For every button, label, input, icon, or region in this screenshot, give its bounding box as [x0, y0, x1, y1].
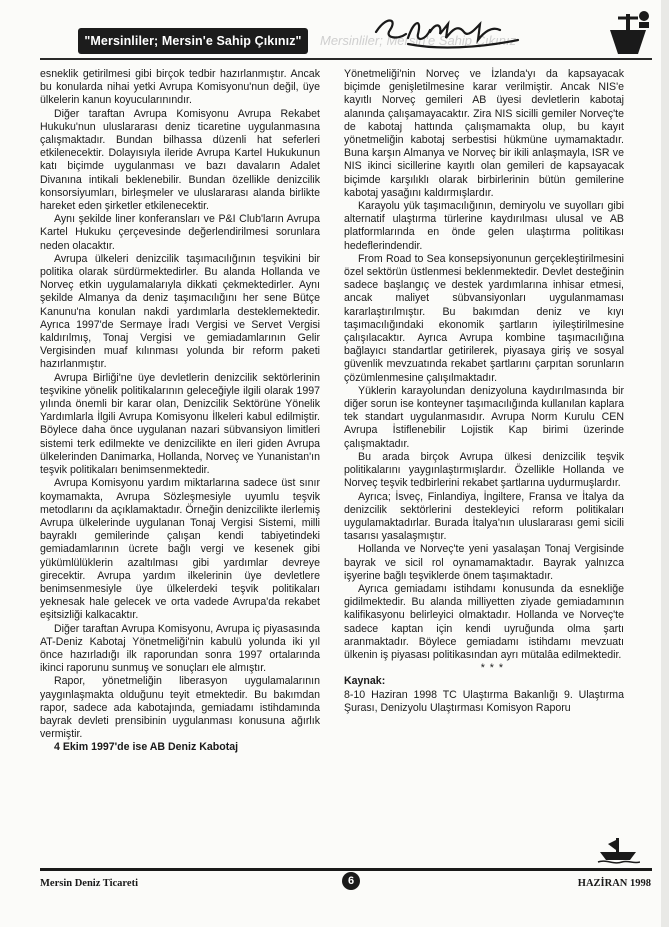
right-column	[344, 68, 624, 715]
paragraph: Bu arada birçok Avrupa ülkesi denizcilik teşvik politikalarını yaygınlaştırmışlardır. Özellikle Hollanda ve Norveç teşvik tedbirlerini rekabet şartlarına uydurmuşlardır.	[344, 450, 624, 490]
left-column	[40, 68, 320, 755]
paragraph: 4 Ekim 1997'de ise AB Deniz Kabotaj	[54, 741, 239, 754]
paragraph: From Road to Sea konsepsiyonunun gerçekleştirilmesini özel sektörün üstlenmesi beklenmektedir. Devlet desteğinin sadece başlangıç ve destek yardımlarına inhisar etmesi, ancak maliyet sübvansiyonları uygulanmaması kararlaştırılmıştır. Bu bakımdan deniz ve kıyı taşımacılığındaki ekonomik şartların iyileştirilmesine çalışılacaktır. Ayrıca Avrupa kombine taşımacılığına bağlayıcı standartlar getirilerek, piyasaya giriş ve sosyal güvenlik mevzuatında rekabet şartlarını çarpıtan sorunların çözümlenmesine çalışılmaktadır.	[344, 252, 624, 384]
ship-icon	[596, 834, 640, 864]
scan-edge	[661, 0, 669, 927]
paragraph: Avrupa Komisyonu yardım miktarlarına sadece üst sınır koymamakta, Avrupa Sözleşmesiyle uyumlu teşvik metodlarını da açıklamaktadır. Örneğin denizcilikte ilerlemiş Avrupa ülkelerinde uygulanan Tonaj Vergisi Sistemi, milli bayraklı gemilerinde çalışan kendi tabiyetindeki gemiadamlarının ücrete bağlı vergi ve kesenek gibi yükümlülüklerin azaltılması gibi yardımlar devreye girecektir. Avrupa yardım ilkelerinin üye devletlere benimsenmesiyle üye ülkelerdeki teşvik politikaları yeknesak hale gelecek ve orta vadede Avrupa'da rekabet eşitsizliği kalkacaktır.	[40, 477, 320, 622]
paragraph: Avrupa ülkeleri denizcilik taşımacılığının teşvikini bir politika olarak sürdürmektedirler. Bu alanda Hollanda ve Norveç etkin uygulamalarıyla dikkati çekmektedirler. Aynı şekilde Almanya da deniz taşımacılığını her sene Bütçe Kanunu'na konulan nakdi yardımlarla desteklemektedir. Ayrıca 1997'de Sermaye İradı Vergisi ve Servet Vergisi kaldırılmış, Tonaj Vergisi ve gemiadamlarının Gelir Vergisinden muaf kılınması yolunda bir reform paketi hazırlanmıştır.	[40, 252, 320, 371]
paragraph: Ayrıca gemiadamı istihdamı konusunda da esnekliğe gidilmektedir. Bu alanda milliyetten ziyade gemiadamının kalifikasyonu belirleyici olmaktadır. Hollanda ve Norveç'te sadece kaptan için kendi uyruğunda olma şartı aranmaktadır. Böylece gemiadamı istihdamı mevzuatı ülkenin iş piyasası politikasından ayrı mütalâa edilmektedir.	[344, 582, 624, 661]
paragraph: Hollanda ve Norveç'te yeni yasalaşan Tonaj Vergisinde bayrak ve sicil rol oynamamaktadır. Bayrak yalnızca işyerine bağlı teşviklerde önem taşımaktadır.	[344, 543, 624, 582]
paragraph: Diğer taraftan Avrupa Komisyonu Avrupa Rekabet Hukuku'nun uluslararası deniz ticaretine uygulanmasına çalışmaktadır. Bundan bilhassa düzenli hat seferleri etkilenecektir. Dolayısıyla ileride Avrupa Kartel Hukukunun katı biçimde uygulanması ve bazı davaların Adalet Divanına intikali beklenebilir. Bundan özellikle denizcilik konsorsiyumları, birleşmeler ve uluslararası alanda birlikte hareket eden şirketler etkilenecektir.	[40, 107, 320, 213]
paragraph: esneklik getirilmesi gibi birçok tedbir hazırlanmıştır. Ancak bu konularda nihai yetki Avrupa Komisyonu'nun değil, üye ülkelerin kanun koyucularınındır.	[40, 68, 320, 107]
page-number: 6	[342, 872, 360, 890]
source-title: Kaynak:	[344, 675, 386, 688]
signature-logo	[368, 10, 528, 54]
paragraph: Karayolu yük taşımacılığının, demiryolu ve suyolları gibi alternatif ulaştırma türlerine kaydırılması ulusal ve AB platformlarında en önde gelen ulaştırma politikası hedeflerindendir.	[344, 200, 624, 252]
anchor-emblem-icon	[604, 8, 652, 56]
header-ghost-text: Mersinliler; Mersin'e Sahip Çıkınız	[320, 33, 517, 48]
paragraph: Avrupa Birliği'ne üye devletlerin denizcilik sektörlerinin teşvikine yönelik politikalarının geleceğiyle ilgili olarak 1997 yılında önemli bir karar olan, Denizcilik Sektörüne Yönelik Yardımlarla İlgili Avrupa Komisyonu İlkeleri kabul edilmiştir. Böylece daha önce uygulanan nazari sübvansiyon limitleri sistemi terk edilmekte ve denizcilikte en ileri giden Avrupa ülkelerinden Danimarka, Hollanda, Norveç ve Yunanistan'ın teşvik politikaları benimsenmektedir.	[40, 371, 320, 477]
paragraph: Diğer taraftan Avrupa Komisyonu, Avrupa iç piyasasında AT-Deniz Kabotaj Yönetmeliği'nin kabulü yolunda iki yıl önce hazırladığı ilk raporundan sonra 1997 ortalarında ikinci raporunu sunmuş ve sonuçları ele almıştır.	[40, 622, 320, 675]
paragraph: Rapor, yönetmeliğin liberasyon uygulamalarının yaygınlaşmakta olduğunu teyit etmektedir. Bu bakımdan rapor, sadece ada kabotajında, gemiadamı istihdamında bayrak devleti prensibinin uygulanması konusuna ağırlık vermiştir.	[40, 675, 320, 741]
footer-rule	[40, 868, 652, 871]
section-stars: * * *	[480, 662, 504, 675]
footer-date: HAZİRAN 1998	[577, 878, 651, 889]
paragraph: Ayrıca; İsveç, Finlandiya, İngiltere, Fransa ve İtalya da denizcilik sektörlerini destekleyici reform politikaları uygulamaktadırlar. Burada İtalya'nın uluslararası gemi sicili tasarısı yasalaşmıştır.	[344, 490, 624, 543]
paragraph: Aynı şekilde liner konferansları ve P&I Club'ların Avrupa Kartel Hukuku çerçevesinde değerlendirilmesi sorunlara neden olacaktır.	[40, 213, 320, 252]
header-rule	[40, 58, 652, 60]
header-motto: "Mersinliler; Mersin'e Sahip Çıkınız"	[78, 28, 308, 54]
paragraph: Yüklerin karayolundan denizyoluna kaydırılmasında bir diğer sorun ise konteyner taşımacılığında kullanılan kaplara tek standart uygulanmasıdır. Avrupa Norm Kurulu CEN Avrupa İstiflenebilir Lojistik Kap birimi üzerinde çalışmaktadır.	[344, 384, 624, 450]
paragraph: Yönetmeliği'nin Norveç ve İzlanda'yı da kapsayacak biçimde genişletilmesine karar verilmiştir. Ancak NIS'e kayıtlı Norveç gemileri AB üyesi devletlerin kabotaj alanında çalışamayacaktır. Zira NIS sicilli gemiler Norveç'te de kabotaj hattında çalışmamakta olup, bu kayıt yönetmeliğin kabotaj serbestisi hükmüne uymamaktadır. Buna karşın Almanya ve Norveç bir ikili anlaşmayla, ISR ve NIS ikinci sicillerine kayıtlı olan gemileri de kapsayacak biçimde karşılıklı olarak birbirlerinin bütün gemilerine kabotaj yasağını kaldırmışlardır.	[344, 68, 624, 199]
footer-publication: Mersin Deniz Ticareti	[40, 878, 138, 889]
source-text: 8-10 Haziran 1998 TC Ulaştırma Bakanlığı 9. Ulaştırma Şurası, Denizyolu Ulaştırması Komisyon Raporu	[344, 688, 624, 714]
page-header	[0, 0, 669, 60]
